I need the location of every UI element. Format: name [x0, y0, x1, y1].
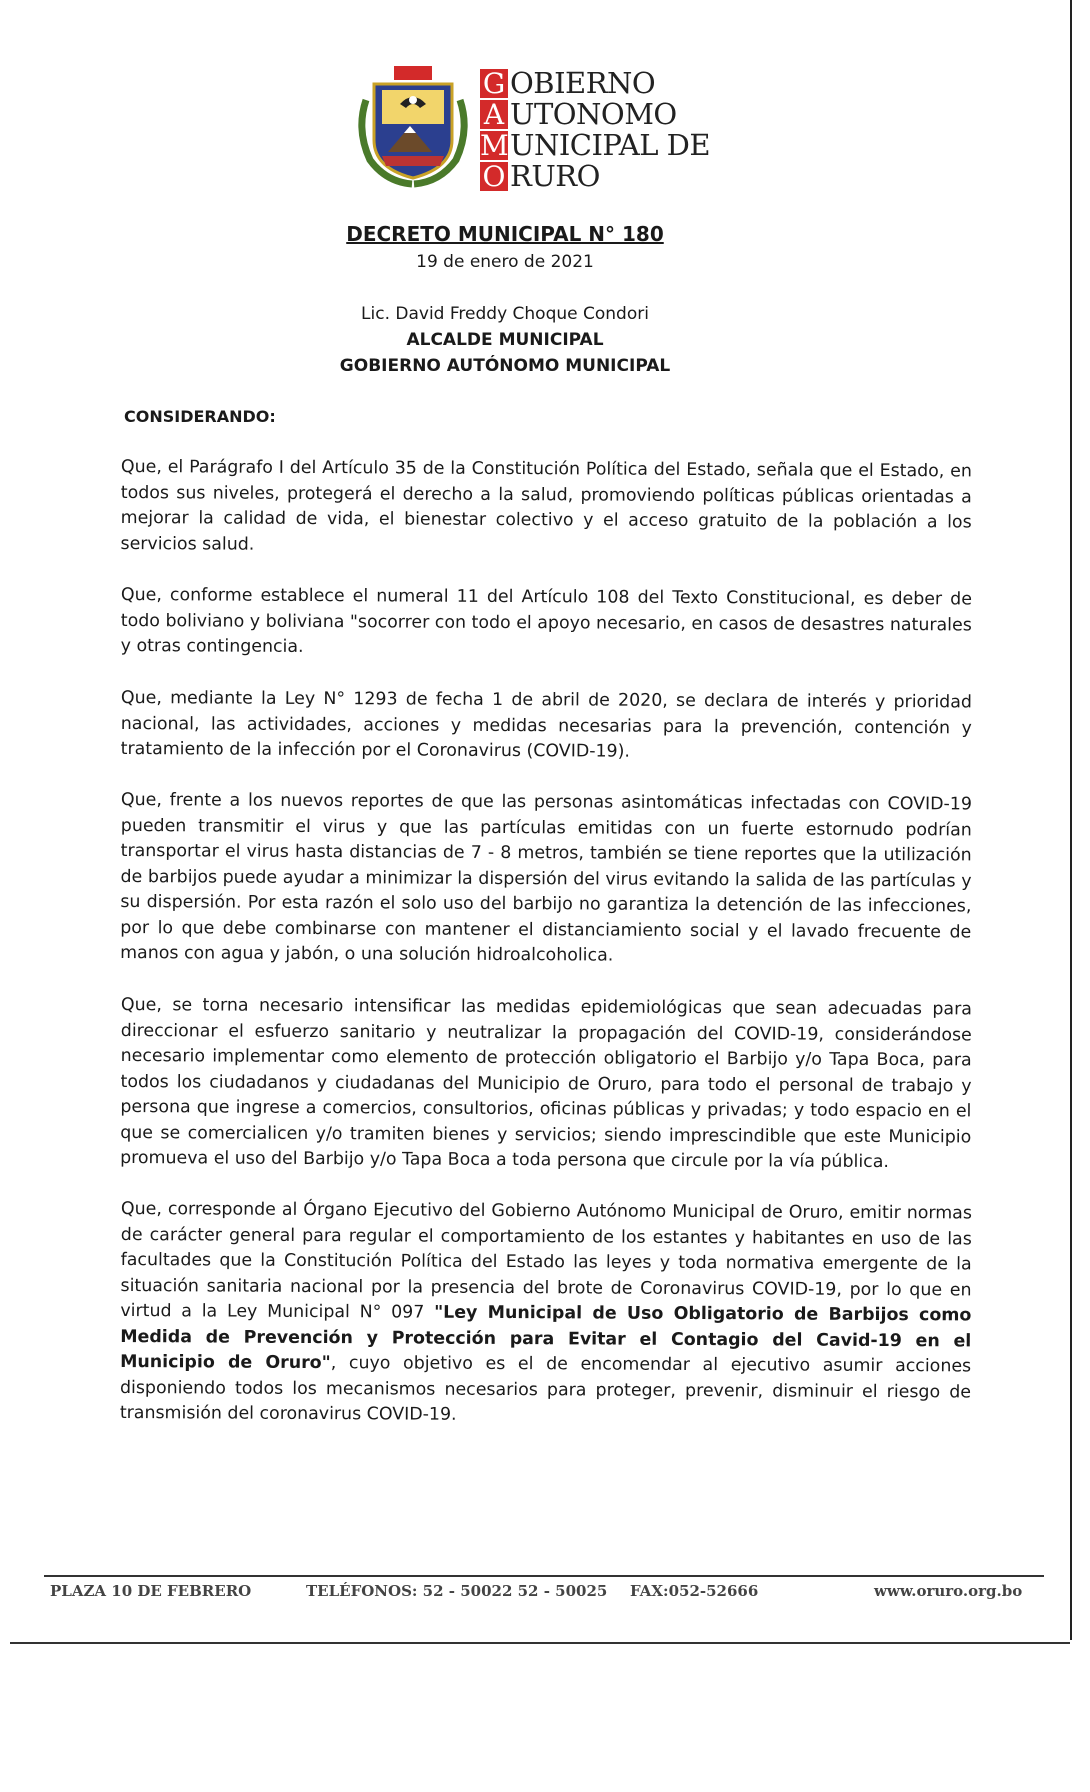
decree-title: DECRETO MUNICIPAL N° 180 [346, 222, 664, 246]
footer-address: PLAZA 10 DE FEBRERO [50, 1582, 252, 1600]
org-name-line [480, 68, 710, 99]
org-word: OBIERNO [510, 66, 656, 100]
footer-phones: TELÉFONOS: 52 - 50022 52 - 50025 [306, 1582, 608, 1600]
considerando-paragraph: Que, conforme establece el numeral 11 del Artículo 108 del Texto Constitucional, es deber de todo boliviano y boliviana "socorrer con todo el apoyo necesario, en casos de desastres naturales y otras contingencia. [120, 585, 972, 657]
org-initial: G [480, 69, 508, 98]
org-word: UTONOMO [510, 97, 677, 131]
org-initial: O [480, 162, 508, 191]
org-name-wordmark [480, 68, 710, 192]
signer-name: Lic. David Freddy Choque Condori [361, 304, 649, 324]
considerando-paragraph: Que, frente a los nuevos reportes de que las personas asintomáticas infectadas con COVID-19 pueden transmitir el virus y que las partículas emitidas con un fuerte estornudo podrían transportar el virus hasta distancias de 7 - 8 metros, también se tiene reportes que la utilización de barbijos puede ayudar a minimizar la dispersión del virus evitando la salida de las partículas y su dispersión. Por esta razón el solo uso del barbijo no garantiza la detención de las infecciones, por lo que debe combinarse con mantener el distanciamiento social y el lavado frecuente de manos con agua y jabón, o una solución hidroalcoholica. [120, 790, 972, 966]
considerando-heading: CONSIDERANDO: [124, 407, 276, 426]
paragraph-text: Que, corresponde al Órgano Ejecutivo del Gobierno Autónomo Municipal de Oruro, emitir normas de carácter general para regular el comportamiento de los estantes y habitantes en uso de las facultades que la Constitución Política del Estado las leyes y toda normativa emergente de la situación sanitaria nacional por la presencia del brote de Coronavirus COVID-19, por lo que en virtud a la Ley Municipal N° 097 [120, 1199, 972, 1323]
page-bottom-edge [10, 1642, 1070, 1644]
signer-org: GOBIERNO AUTÓNOMO MUNICIPAL [339, 356, 671, 376]
decree-date: 19 de enero de 2021 [416, 252, 594, 272]
org-initial: A [480, 100, 508, 129]
paragraph-text: , cuyo objetivo es el de encomendar al ejecutivo asumir acciones disponiendo todos los mecanismos necesarios para proteger, prevenir, disminuir el riesgo de transmisión del coronavirus COVID-19. [119, 1353, 972, 1425]
considerando-paragraph: Que, se torna necesario intensificar las medidas epidemiológicas que sean adecuadas para direccionar el esfuerzo sanitario y neutralizar la propagación del COVID-19, considerándose necesario implementar como elemento de protección obligatorio el Barbijo y/o Tapa Boca, para todos los ciudadanos y ciudadanas del Municipio de Oruro, para todo el personal de trabajo y persona que ingrese a comercios, consultorios, oficinas públicas y privadas; y todo espacio en el que se comercialicen y/o tramiten bienes y servicios; siendo imprescindible que este Municipio promueva el uso del Barbijo y/o Tapa Boca a toda persona que circule por la vía pública. [120, 994, 972, 1172]
considerando-paragraph-final [120, 1197, 972, 1431]
footer-divider [44, 1575, 1044, 1577]
considerando-paragraph: Que, mediante la Ley N° 1293 de fecha 1 de abril de 2020, se declara de interés y prioridad nacional, las actividades, acciones y medidas necesarias para la prevención, contención y tratamiento de la infección por el Coronavirus (COVID-19). [120, 687, 972, 762]
signer-role: ALCALDE MUNICIPAL [406, 330, 604, 350]
org-name-line [480, 161, 710, 192]
law-name-bold: "Ley Municipal de Uso Obligatorio de Barbijos como Medida de Prevención y Protección para Evitar el Contagio del Cavid-19 en el Municipio de Oruro" [120, 1302, 972, 1374]
org-name-line [480, 130, 710, 161]
page-edge [1070, 0, 1072, 1640]
org-word: RURO [510, 159, 600, 193]
org-initial: M [480, 129, 509, 162]
municipal-crest-logo [352, 60, 474, 188]
decree-body [121, 455, 972, 1453]
footer-fax: FAX:052-52666 [630, 1582, 759, 1600]
org-word: UNICIPAL DE [510, 128, 711, 162]
considerando-paragraph: Que, el Parágrafo I del Artículo 35 de la Constitución Política del Estado, señala que el Estado, en todos sus niveles, protegerá el derecho a la salud, promoviendo políticas públicas orientadas a mejorar la calidad de vida, el bienestar colectivo y el acceso gratuito de la población a los servicios salud. [120, 456, 972, 555]
org-name-line [480, 99, 710, 130]
footer-website: www.oruro.org.bo [874, 1582, 1023, 1600]
